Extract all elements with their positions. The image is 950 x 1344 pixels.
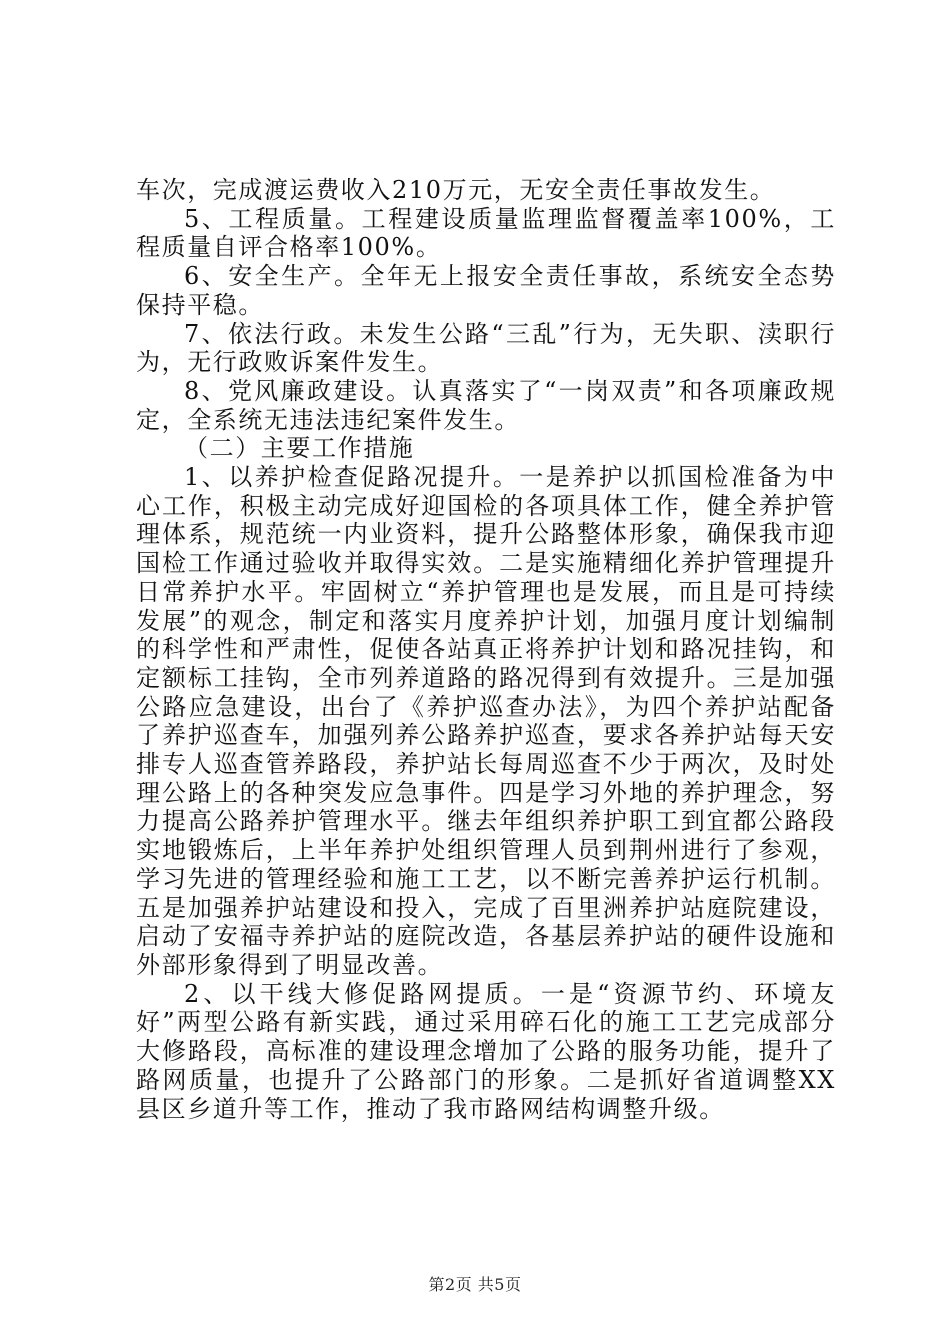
paragraph-maintenance-inspection: 1、以养护检查促路况提升。一是养护以抓国检准备为中心工作，积极主动完成好迎国检的各项具体工作，健全养护管理体系，规范统一内业资料，提升公路整体形象，确保我市迎国检工作通过验收并取得实效。二是实施精细化养护管理提升日常养护水平。牢固树立“养护管理也是发展，而且是可持续发展”的观念，制定和落实月度养护计划，加强月度计划编制的科学性和严肃性，促使各站真正将养护计划和路况挂钩，和定额标工挂钩，全市列养道路的路况得到有效提升。三是加强公路应急建设，出台了《养护巡查办法》，为四个养护站配备了养护巡查车，加强列养公路养护巡查，要求各养护站每天安排专人巡查管养路段，养护站长每周巡查不少于两次，及时处理公路上的各种突发应急事件。四是学习外地的养护理念，努力提高公路养护管理水平。继去年组织养护职工到宜都公路段实地锻炼后，上半年养护处组织管理人员到荆州进行了参观，学习先进的管理经验和施工工艺，以不断完善养护运行机制。五是加强养护站建设和投入，完成了百里洲养护站庭院建设，启动了安福寺养护站的庭院改造，各基层养护站的硬件设施和外部形象得到了明显改善。 [136,463,836,979]
page-number-footer: 第2页 共5页 [428,1275,522,1294]
section-heading-main-measures: （二）主要工作措施 [184,434,415,463]
paragraph-lawful-administration: 7、依法行政。未发生公路“三乱”行为，无失职、渎职行为，无行政败诉案件发生。 [136,319,836,377]
paragraph-trunk-overhaul: 2、以干线大修促路网提质。一是“资源节约、环境友好”两型公路有新实践，通过采用碎石化的施工工艺完成部分大修路段，高标准的建设理念增加了公路的服务功能，提升了路网质量，也提升了公路部门的形象。二是抓好省道调整XX县区乡道升等工作，推动了我市路网结构调整升级。 [136,979,836,1123]
paragraph-integrity-building: 8、党风廉政建设。认真落实了“一岗双责”和各项廉政规定，全系统无违法违纪案件发生。 [136,376,836,434]
paragraph-safety-production: 6、安全生产。全年无上报安全责任事故，系统安全态势保持平稳。 [136,262,836,319]
document-body [136,176,836,1123]
paragraph-engineering-quality: 5、工程质量。工程建设质量监理监督覆盖率100%，工程质量自评合格率100%。 [136,204,836,262]
paragraph-continuation: 车次，完成渡运费收入210万元，无安全责任事故发生。 [136,176,776,204]
